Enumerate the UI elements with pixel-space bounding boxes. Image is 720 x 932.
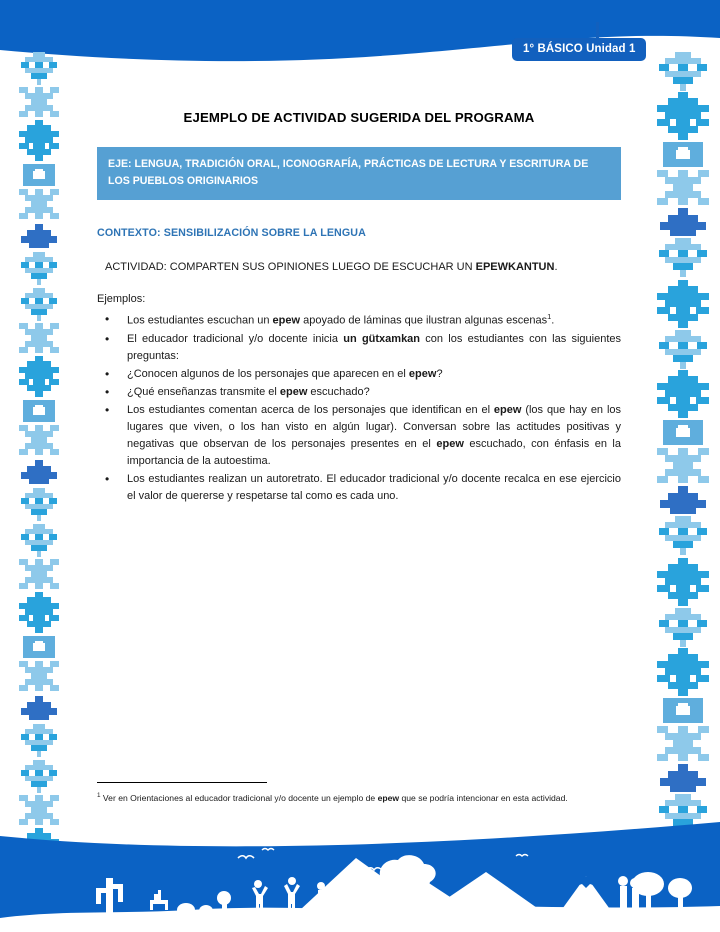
examples-bullet-list bbox=[97, 311, 621, 505]
emphasis-term: epew bbox=[279, 386, 308, 399]
text-run: que se podría intencionar en esta actividad. bbox=[399, 792, 568, 803]
right-ornament-border bbox=[655, 52, 711, 852]
page-title: EJEMPLO DE ACTIVIDAD SUGERIDA DEL PROGRAMA bbox=[183, 110, 535, 125]
text-run: escuchado? bbox=[307, 386, 370, 399]
text-run: apoyado de láminas que ilustran algunas escenas bbox=[300, 314, 548, 327]
text-run: Ver en Orientaciones al educador tradicional y/o docente un ejemplo de bbox=[100, 792, 378, 803]
emphasis-term: un gütxamkan bbox=[343, 333, 421, 346]
emphasis-term: epew bbox=[493, 404, 522, 417]
contexto-heading: CONTEXTO: SENSIBILIZACIÓN SOBRE LA LENGUA bbox=[97, 227, 366, 240]
text-run: . bbox=[551, 314, 555, 327]
document-content bbox=[97, 100, 621, 506]
text-run: (los que hay en los lugares que viven, o los han visto en algún lugar). Conversan sobre las actitudes positivas y negativas que observan de los personajes presentes en el bbox=[127, 404, 622, 451]
bullet-item bbox=[97, 402, 621, 470]
text-run: escuchado, con énfasis en la importancia de la autoestima. bbox=[127, 438, 621, 468]
text-run: Los estudiantes escuchan un bbox=[127, 314, 273, 327]
emphasis-term: epew bbox=[436, 438, 464, 451]
bullet-item bbox=[97, 311, 621, 330]
actividad-line bbox=[105, 261, 621, 273]
footnote-separator bbox=[97, 782, 267, 783]
text-run: con los estudiantes con las siguientes preguntas: bbox=[127, 333, 621, 363]
unit-badge: 1° BÁSICO Unidad 1 bbox=[512, 38, 646, 61]
left-ornament-border bbox=[17, 52, 61, 842]
bullet-item bbox=[97, 384, 621, 401]
text-run: Los estudiantes realizan un autoretrato. El educador tradicional y/o docente recalca en ese ejercicio el valor de quererse y respetarse tal como es cada uno. bbox=[127, 473, 621, 503]
text-run: ? bbox=[436, 368, 443, 381]
top-wave-decoration bbox=[0, 0, 720, 72]
bullet-item bbox=[97, 471, 621, 505]
text-run: El educador tradicional y/o docente inicia bbox=[127, 333, 344, 346]
bullet-item bbox=[97, 366, 621, 383]
text-run: ¿Conocen algunos de los personajes que aparecen en el bbox=[127, 368, 409, 381]
actividad-suffix: . bbox=[554, 261, 558, 274]
emphasis-term: epew bbox=[377, 792, 400, 803]
text-run: ¿Qué enseñanzas transmite el bbox=[127, 386, 280, 399]
eje-banner: EJE: LENGUA, TRADICIÓN ORAL, ICONOGRAFÍA, PRÁCTICAS DE LECTURA Y ESCRITURA DE LOS PUEBLOS ORIGINARIOS bbox=[97, 147, 621, 200]
bullet-item bbox=[97, 331, 621, 365]
text-run: Los estudiantes comentan acerca de los personajes que identifican en el bbox=[127, 404, 494, 417]
footnote bbox=[97, 791, 621, 806]
bottom-landscape-decoration bbox=[0, 814, 720, 932]
emphasis-term: epew bbox=[408, 368, 437, 381]
actividad-prefix: ACTIVIDAD: COMPARTEN SUS OPINIONES LUEGO DE ESCUCHAR UN bbox=[105, 261, 476, 274]
ejemplos-label: Ejemplos: bbox=[97, 293, 146, 306]
emphasis-term: epew bbox=[272, 314, 301, 327]
footnote-marker: 1 bbox=[97, 792, 101, 799]
footnote-marker: 1 bbox=[547, 312, 552, 322]
actividad-term: EPEWKANTUN bbox=[475, 261, 555, 274]
